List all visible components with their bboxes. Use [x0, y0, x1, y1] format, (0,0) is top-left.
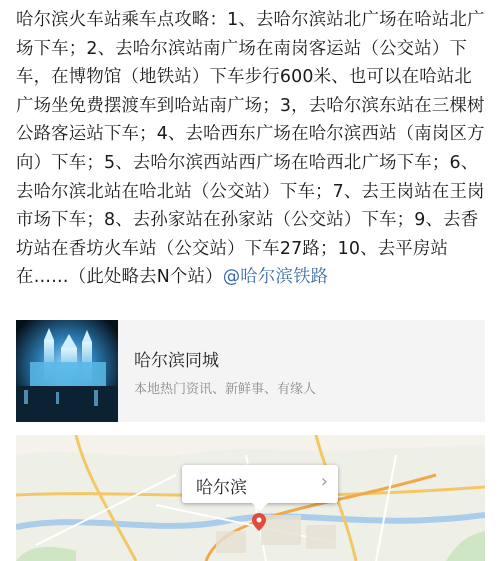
card-subtitle: 本地热门资讯、新鲜事、有缘人 [134, 382, 317, 397]
post-body-text: 哈尔滨火车站乘车点攻略：1、去哈尔滨站北广场在哈站北广场下车；2、去哈尔滨站南广场在南岗客运站（公交站）下车，在博物馆（地铁站）下车步行600米、也可以在哈站北广场坐免费摆渡车到哈站南广场；3，去哈尔滨东站在三棵树公路客运站下车；4、去哈西东广场在哈尔滨西站（南岗区方向）下车；5、去哈尔滨西站西广场在哈西北广场下车；6、去哈尔滨北站在哈北站（公交站）下车；7、去王岗站在王岗市场下车；8、去孙家站在孙家站（公交站）下车；9、去香坊站在香坊火车站（公交站）下车27路；10、去平房站在……（此处略去N个站） [16, 10, 485, 288]
ice-castle-thumbnail [16, 320, 118, 422]
location-map[interactable] [16, 435, 485, 561]
card-title: 哈尔滨同城 [134, 351, 219, 371]
chevron-right-icon: › [320, 471, 328, 492]
callout-pointer [252, 503, 268, 511]
map-callout[interactable] [182, 465, 338, 503]
thumbnail-graphic [16, 320, 118, 422]
mention-link[interactable]: @哈尔滨铁路 [222, 267, 329, 288]
map-callout-label: 哈尔滨 [196, 478, 247, 498]
post-body [16, 6, 486, 292]
linked-account-card[interactable] [16, 320, 485, 422]
location-pin-icon [252, 513, 266, 531]
